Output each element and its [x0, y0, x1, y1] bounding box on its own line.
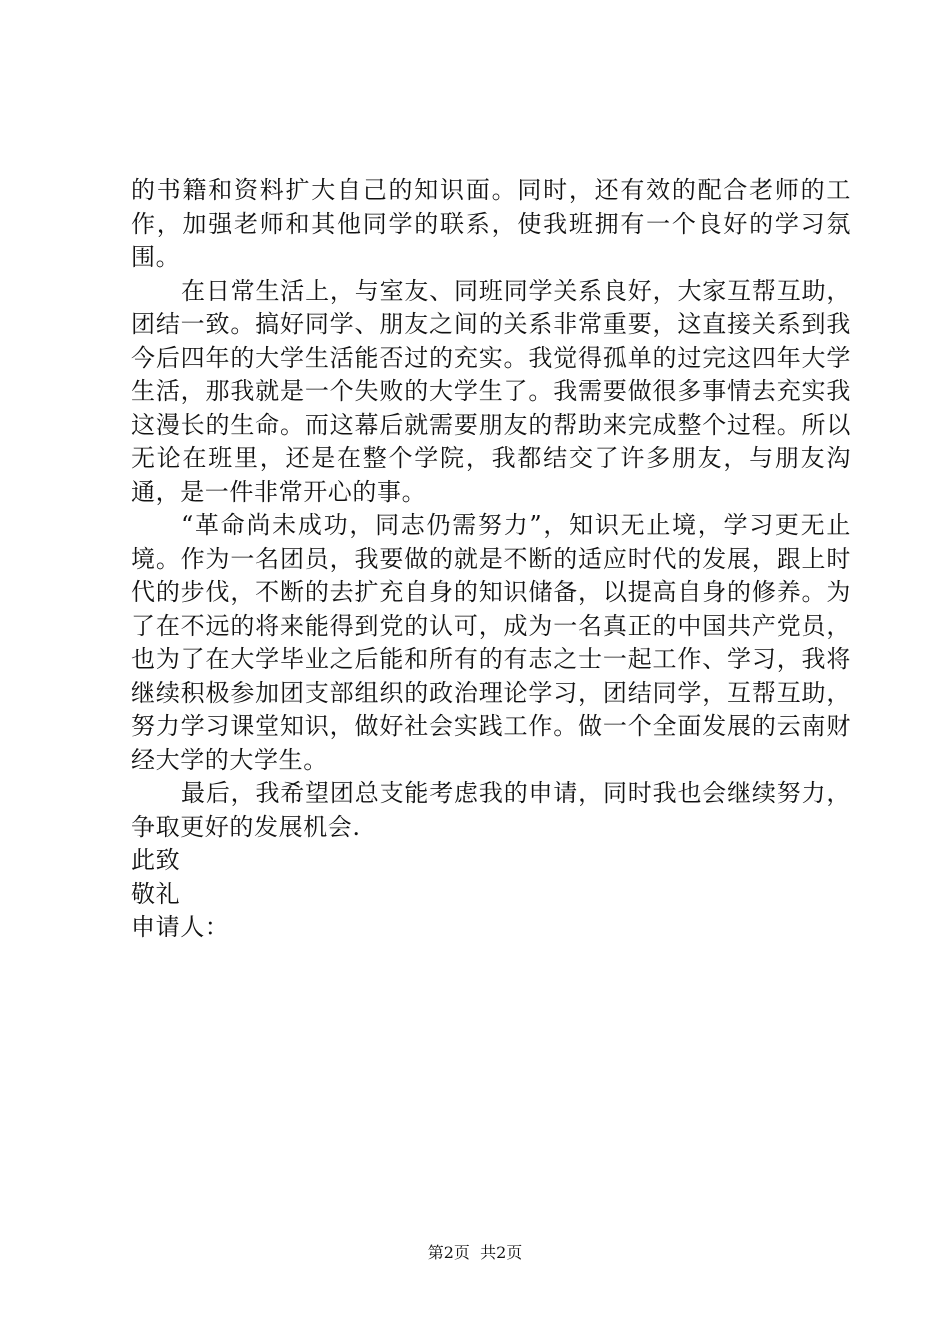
paragraph-1: 的书籍和资料扩大自己的知识面。同时，还有效的配合老师的工作，加强老师和其他同学的联系，使我班拥有一个良好的学习氛围。: [131, 176, 851, 271]
paragraph-4: 最后，我希望团总支能考虑我的申请，同时我也会继续努力，争取更好的发展机会.: [131, 779, 851, 841]
page-number: 第2页 共2页: [427, 1243, 523, 1262]
applicant-signature-label: 申请人：: [131, 913, 230, 941]
page-footer: [0, 1243, 950, 1263]
paragraph-3: “革命尚未成功，同志仍需努力”，知识无止境，学习更无止境。作为一名团员，我要做的就是不断的适应时代的发展，跟上时代的步伐，不断的去扩充自身的知识储备，以提高自身的修养。为了在不远的将来能得到党的认可，成为一名真正的中国共产党员，也为了在大学毕业之后能和所有的有志之士一起工作、学习，我将继续积极参加团支部组织的政治理论学习，团结同学，互帮互助，努力学习课堂知识，做好社会实践工作。做一个全面发展的云南财经大学的大学生。: [131, 511, 851, 774]
closing-salutation: 此致: [131, 846, 181, 874]
closing-regards: 敬礼: [131, 879, 181, 908]
document-body: [131, 174, 851, 945]
paragraph-2: 在日常生活上，与室友、同班同学关系良好，大家互帮互助，团结一致。搞好同学、朋友之间的关系非常重要，这直接关系到我今后四年的大学生活能否过的充实。我觉得孤单的过完这四年大学生活，那我就是一个失败的大学生了。我需要做很多事情去充实我这漫长的生命。而这幕后就需要朋友的帮助来完成整个过程。所以无论在班里，还是在整个学院，我都结交了许多朋友，与朋友沟通，是一件非常开心的事。: [131, 276, 851, 506]
